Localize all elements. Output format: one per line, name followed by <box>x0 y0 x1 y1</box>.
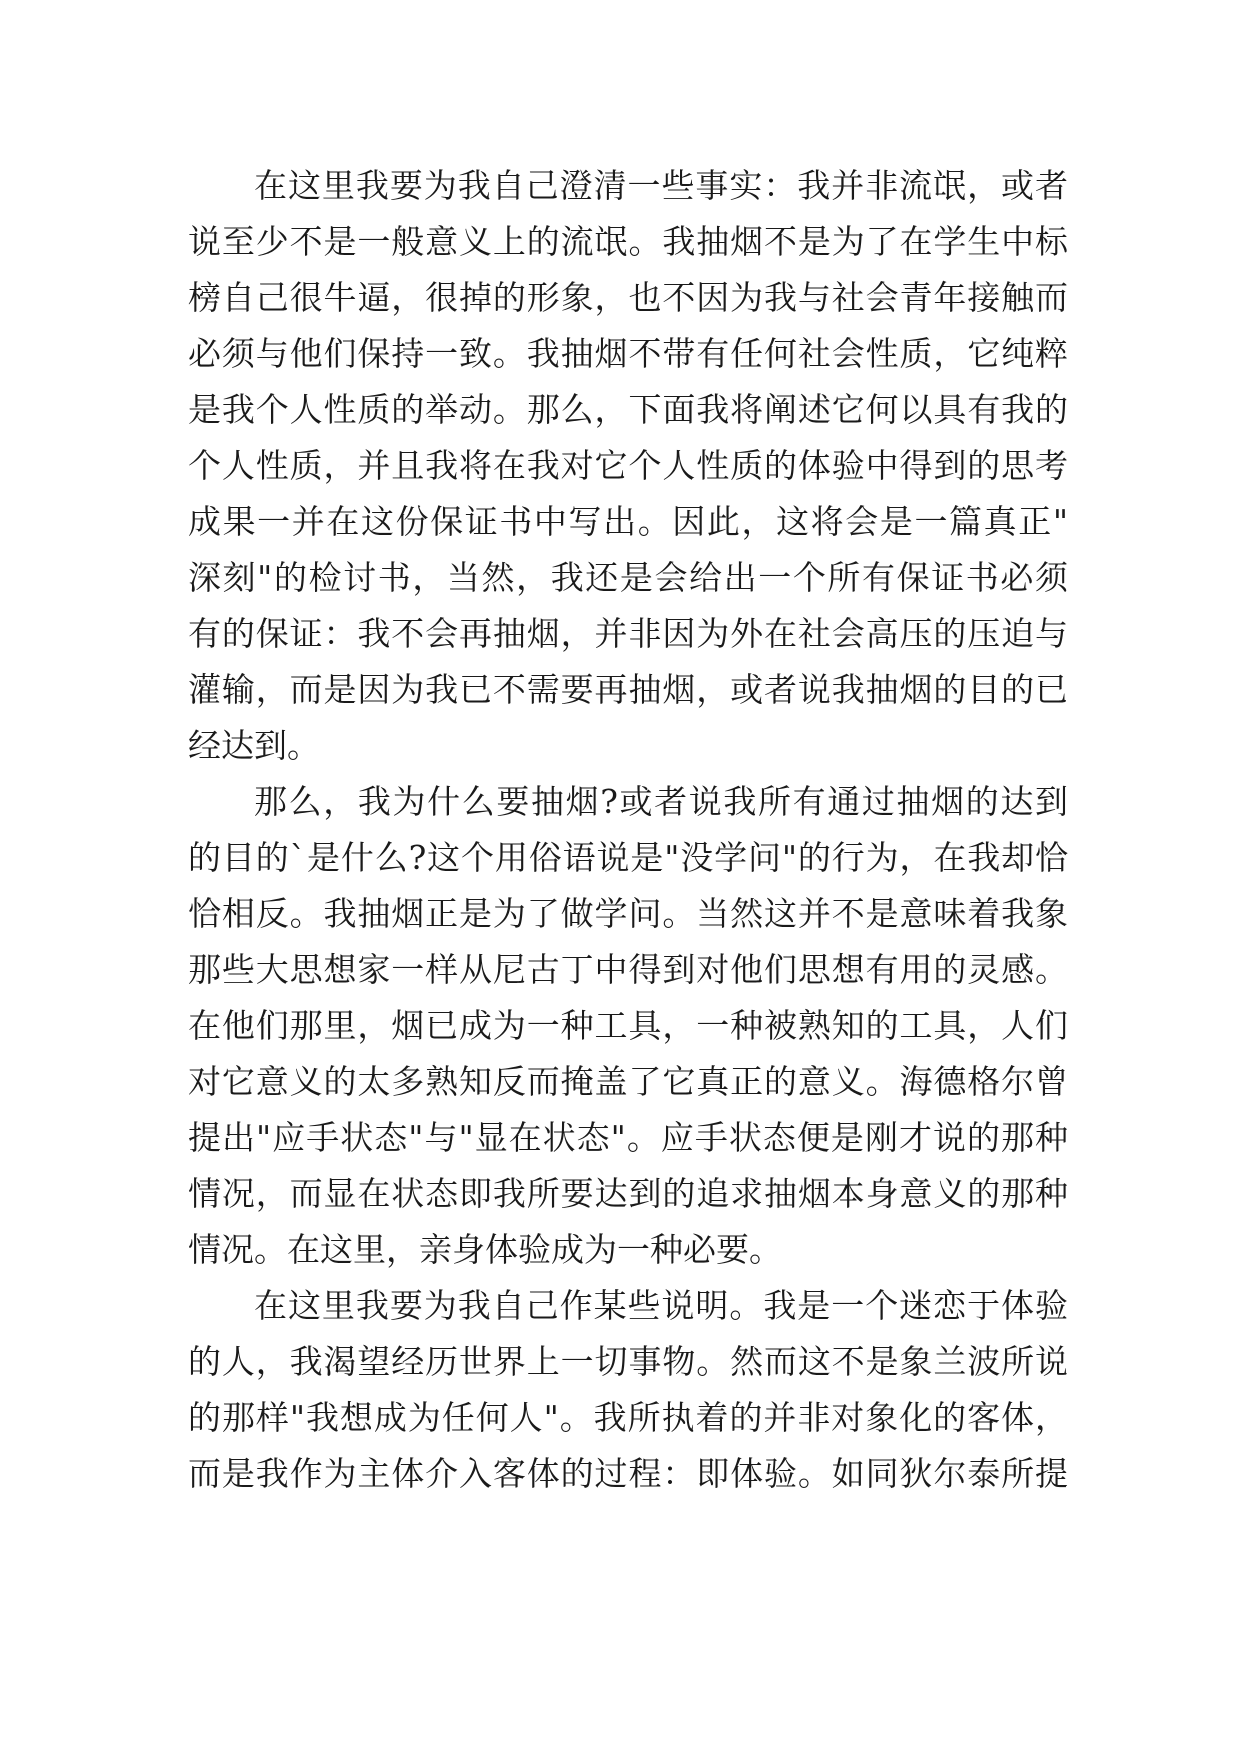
text-line: 经达到。 <box>188 726 320 765</box>
text-line: 对它意义的太多熟知反而掩盖了它真正的意义。海德格尔曾 <box>188 1062 1068 1101</box>
text-line: 深刻"的检讨书，当然，我还是会给出一个所有保证书必须 <box>188 558 1068 597</box>
text-line: 在这里我要为我自己作某些说明。我是一个迷恋于体验 <box>254 1286 1068 1325</box>
text-line: 是我个人性质的举动。那么，下面我将阐述它何以具有我的 <box>188 390 1068 429</box>
text-line: 说至少不是一般意义上的流氓。我抽烟不是为了在学生中标 <box>188 222 1068 261</box>
text-line: 情况。在这里，亲身体验成为一种必要。 <box>188 1230 782 1269</box>
text-line: 个人性质，并且我将在我对它个人性质的体验中得到的思考 <box>188 446 1068 485</box>
paragraph <box>188 158 1068 774</box>
text-line: 恰相反。我抽烟正是为了做学问。当然这并不是意味着我象 <box>188 894 1068 933</box>
text-line: 成果一并在这份保证书中写出。因此，这将会是一篇真正" <box>188 502 1068 541</box>
text-line: 而是我作为主体介入客体的过程：即体验。如同狄尔泰所提 <box>188 1454 1068 1493</box>
text-line: 的人，我渴望经历世界上一切事物。然而这不是象兰波所说 <box>188 1342 1068 1381</box>
paragraph <box>188 774 1068 1278</box>
text-line: 灌输，而是因为我已不需要再抽烟，或者说我抽烟的目的已 <box>188 670 1068 709</box>
text-line: 那么，我为什么要抽烟?或者说我所有通过抽烟的达到 <box>254 782 1068 821</box>
paragraph <box>188 1278 1068 1502</box>
text-line: 榜自己很牛逼，很掉的形象，也不因为我与社会青年接触而 <box>188 278 1068 317</box>
text-line: 有的保证：我不会再抽烟，并非因为外在社会高压的压迫与 <box>188 614 1068 653</box>
text-line: 在这里我要为我自己澄清一些事实：我并非流氓，或者 <box>254 166 1068 205</box>
text-line: 的那样"我想成为任何人"。我所执着的并非对象化的客体， <box>188 1398 1068 1437</box>
text-line: 必须与他们保持一致。我抽烟不带有任何社会性质，它纯粹 <box>188 334 1068 373</box>
text-line: 提出"应手状态"与"显在状态"。应手状态便是刚才说的那种 <box>188 1118 1068 1157</box>
document-body <box>188 158 1068 1502</box>
text-line: 情况，而显在状态即我所要达到的追求抽烟本身意义的那种 <box>188 1174 1068 1213</box>
text-line: 的目的`是什么?这个用俗语说是"没学问"的行为，在我却恰 <box>188 838 1068 877</box>
text-line: 那些大思想家一样从尼古丁中得到对他们思想有用的灵感。 <box>188 950 1068 989</box>
text-line: 在他们那里，烟已成为一种工具，一种被熟知的工具，人们 <box>188 1006 1068 1045</box>
